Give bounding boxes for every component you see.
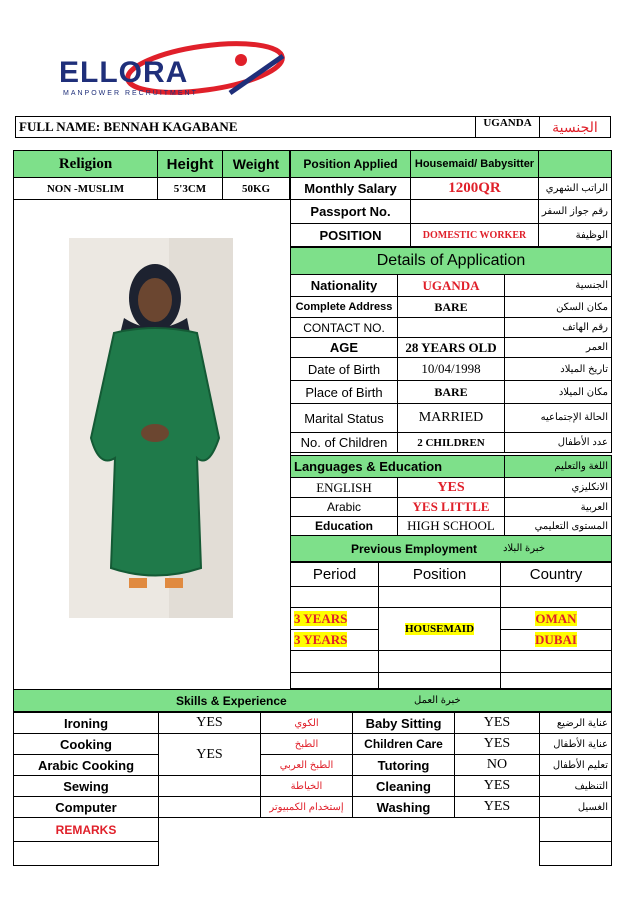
employment-col-period: Period [291, 563, 379, 587]
position-value: DOMESTIC WORKER [411, 224, 539, 247]
details-value: MARRIED [398, 404, 505, 433]
name-row [15, 116, 611, 138]
skill-label: Computer [14, 797, 159, 818]
header-nationality: UGANDA [476, 117, 540, 138]
details-value: UGANDA [398, 275, 505, 297]
details-label: Nationality [291, 275, 398, 297]
skill-value: YES [455, 713, 540, 734]
weight-value: 50KG [223, 178, 290, 200]
skill-label: Baby Sitting [353, 713, 455, 734]
details-ar: تاريخ الميلاد [505, 358, 612, 381]
candidate-photo [69, 238, 233, 618]
details-value: 10/04/1998 [398, 358, 505, 381]
employment-country: DUBAI [501, 630, 612, 651]
skill-label: Tutoring [353, 755, 455, 776]
skill-value: NO [455, 755, 540, 776]
details-ar: مكان السكن [505, 297, 612, 318]
details-value [398, 318, 505, 338]
skill-label: Washing [353, 797, 455, 818]
passport-ar: رقم جواز السفر [539, 200, 612, 224]
language-ar: الانكليزي [505, 478, 612, 498]
skill-ar: الكوي [261, 713, 353, 734]
personal-stats [13, 150, 290, 200]
details-ar: مكان الميلاد [505, 381, 612, 404]
language-value: YES LITTLE [398, 498, 505, 517]
skills-header [13, 689, 612, 712]
details-ar: رقم الهاتف [505, 318, 612, 338]
salary-label: Monthly Salary [291, 178, 411, 200]
languages-table [290, 455, 612, 536]
religion-value: NON -MUSLIM [14, 178, 158, 200]
language-ar: العربية [505, 498, 612, 517]
skill-ar: تعليم الأطفال [540, 755, 612, 776]
position-applied-label: Position Applied [291, 151, 411, 178]
employment-period: 3 YEARS [291, 630, 379, 651]
details-ar: عدد الأطفال [505, 433, 612, 453]
details-table [290, 247, 612, 453]
skill-label: Ironing [14, 713, 159, 734]
employment-col-position: Position [379, 563, 501, 587]
header-nationality-ar: الجنسية [540, 117, 611, 138]
details-title: Details of Application [291, 248, 612, 275]
details-value: BARE [398, 381, 505, 404]
height-value: 5'3CM [158, 178, 223, 200]
employment-header [290, 535, 612, 562]
religion-label: Religion [14, 151, 158, 178]
skill-label: Children Care [353, 734, 455, 755]
education-value: HIGH SCHOOL [398, 517, 505, 536]
skill-ar: الخياطة [261, 776, 353, 797]
education-label: Education [291, 517, 398, 536]
skills-table [13, 712, 612, 866]
skill-label: Cleaning [353, 776, 455, 797]
skill-label: Arabic Cooking [14, 755, 159, 776]
details-value: 2 CHILDREN [398, 433, 505, 453]
skill-value [159, 776, 261, 797]
position-applied-empty [539, 151, 612, 178]
employment-country: OMAN [501, 608, 612, 630]
skill-ar: الطبخ [261, 734, 353, 755]
position-label: POSITION [291, 224, 411, 247]
employment-title: Previous Employment [351, 542, 478, 556]
skill-label: Sewing [14, 776, 159, 797]
details-ar: العمر [505, 338, 612, 358]
details-value: BARE [398, 297, 505, 318]
details-label: Complete Address [291, 297, 398, 318]
details-label: No. of Children [291, 433, 398, 453]
position-ar: الوظيفة [539, 224, 612, 247]
employment-col-country: Country [501, 563, 612, 587]
skill-label: Cooking [14, 734, 159, 755]
position-block [290, 150, 612, 247]
employment-title-ar: خبرة البلاد [503, 543, 545, 554]
details-label: Marital Status [291, 404, 398, 433]
skill-ar: التنظيف [540, 776, 612, 797]
logo-tagline: MANPOWER RECRUITMENT [63, 90, 198, 97]
remarks-label: REMARKS [14, 818, 159, 842]
details-label: Place of Birth [291, 381, 398, 404]
language-value: YES [398, 478, 505, 498]
salary-ar: الراتب الشهري [539, 178, 612, 200]
remarks-body [159, 818, 540, 866]
height-label: Height [158, 151, 223, 178]
languages-title: Languages & Education [291, 456, 505, 478]
full-name: FULL NAME: BENNAH KAGABANE [16, 117, 476, 138]
company-logo [55, 38, 295, 108]
salary-value: 1200QR [411, 178, 539, 200]
skills-title-ar: خبرة العمل [414, 695, 461, 706]
logo-brand: ELLORA [59, 56, 189, 89]
skill-ar: إستخدام الكمبيوتر [261, 797, 353, 818]
employment-period: 3 YEARS [291, 608, 379, 630]
education-ar: المستوى التعليمي [505, 517, 612, 536]
languages-title-ar: اللغة والتعليم [505, 456, 612, 478]
passport-value [411, 200, 539, 224]
passport-label: Passport No. [291, 200, 411, 224]
employment-position: HOUSEMAID [379, 608, 501, 651]
skill-ar: الغسيل [540, 797, 612, 818]
skill-value: YES [159, 713, 261, 734]
details-value: 28 YEARS OLD [398, 338, 505, 358]
language-label: ENGLISH [291, 478, 398, 498]
details-ar: الجنسية [505, 275, 612, 297]
skill-ar: عناية الرضيع [540, 713, 612, 734]
position-applied-value: Housemaid/ Babysitter [411, 151, 539, 178]
details-ar: الحالة الإجتماعيه [505, 404, 612, 433]
employment-table [290, 562, 612, 689]
weight-label: Weight [223, 151, 290, 178]
skill-value: YES [455, 797, 540, 818]
skill-ar: عناية الأطفال [540, 734, 612, 755]
skills-title: Skills & Experience [176, 694, 287, 708]
skill-value: YES [455, 734, 540, 755]
details-label: CONTACT NO. [291, 318, 398, 338]
skill-value [159, 797, 261, 818]
person-photo-icon [69, 238, 233, 618]
details-label: Date of Birth [291, 358, 398, 381]
skill-value: YES [159, 734, 261, 776]
skill-value: YES [455, 776, 540, 797]
language-label: Arabic [291, 498, 398, 517]
skill-ar: الطبخ العربي [261, 755, 353, 776]
details-label: AGE [291, 338, 398, 358]
